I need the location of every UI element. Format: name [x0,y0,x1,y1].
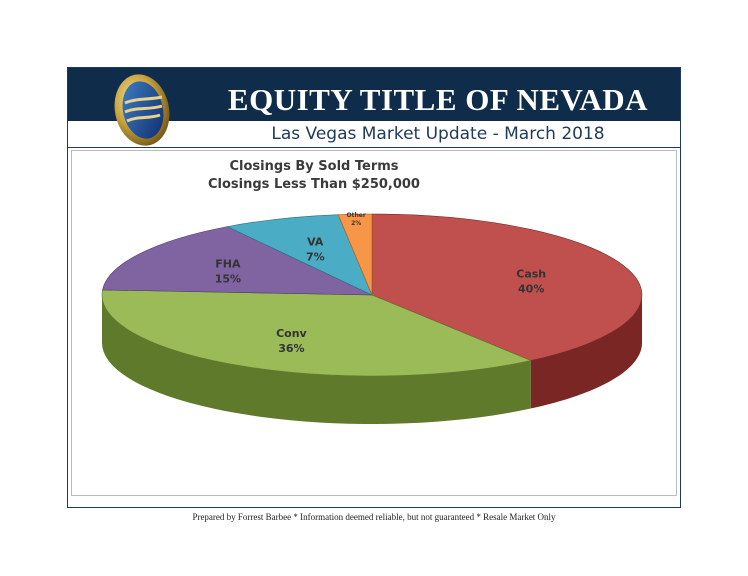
slice-label-conv: Conv [276,327,307,340]
chart-panel [71,150,677,496]
chart-subtitle: Closings Less Than $250,000 [208,177,420,192]
footer-note: Prepared by Forrest Barbee * Information deemed reliable, but not guaranteed * Resale Market Only [192,512,556,522]
pie-chart [72,151,676,495]
slice-label-fha: FHA [215,257,241,271]
slice-label-other: Other [346,211,366,219]
report-subtitle: Las Vegas Market Update - March 2018 [271,124,605,144]
slice-label-cash: Cash [516,267,547,281]
pie-top-layer [102,211,642,376]
report-frame [67,67,681,508]
chart-title: Closings By Sold Terms [229,159,399,174]
company-logo-icon [106,70,186,150]
slice-value-conv: 36% [278,342,305,355]
slice-value-va: 7% [305,250,325,264]
slice-value-other: 2% [351,219,362,227]
slice-value-cash: 40% [518,282,545,296]
company-title: EQUITY TITLE OF NEVADA [227,82,649,117]
slice-value-fha: 15% [214,272,242,286]
slice-label-va: VA [307,235,324,249]
